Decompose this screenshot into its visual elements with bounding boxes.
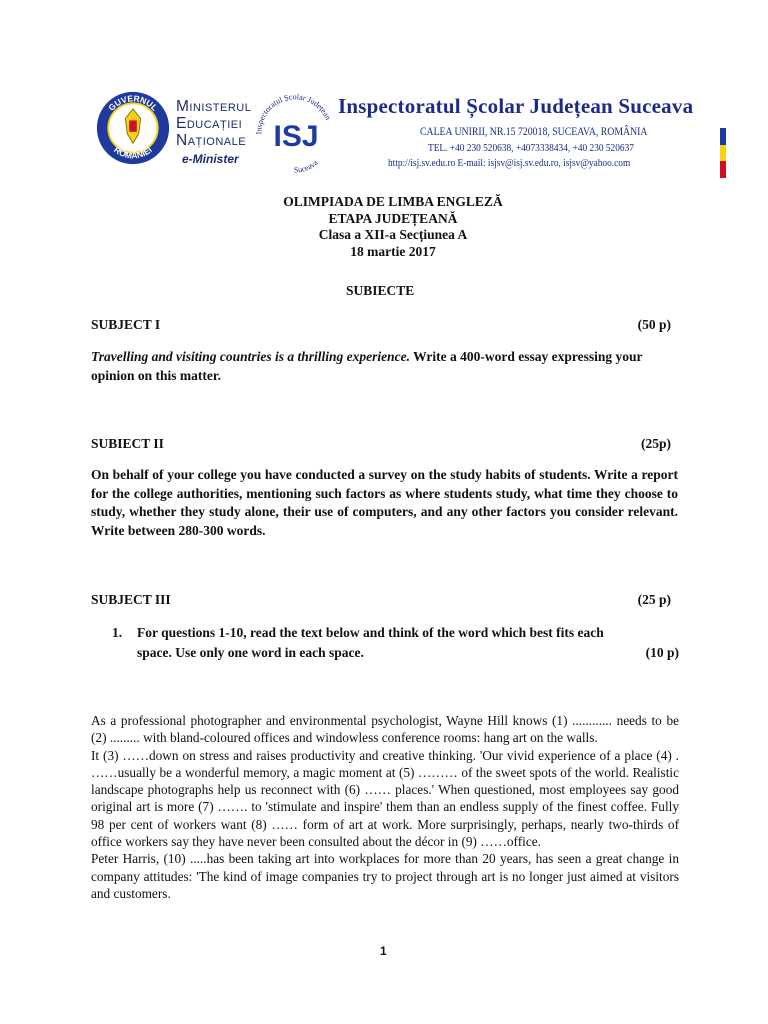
passage-paragraph-3: Peter Harris, (10) .....has been taking art into workplaces for more than 20 years, has seen a great change in company attitudes: 'The kind of image companies try to project through art is no longer just aimed at visitors and customers. xyxy=(91,851,679,901)
question-1-points: (10 p) xyxy=(645,644,679,660)
title-line-2: ETAPA JUDEȚEANĂ xyxy=(328,210,458,226)
subject-1-points: (50 p) xyxy=(637,317,671,332)
title-line-1: OLIMPIADA DE LIMBA ENGLEZĂ xyxy=(283,194,503,209)
exam-title xyxy=(0,194,768,260)
tricolor-stripe xyxy=(720,128,726,178)
subject-2-heading-row xyxy=(91,436,671,452)
subject-3-points: (25 p) xyxy=(637,592,671,607)
ministry-line-3: Naționale xyxy=(176,132,247,149)
subject-2-points: (25p) xyxy=(641,436,671,451)
svg-text:ISJ: ISJ xyxy=(273,120,319,153)
question-1-text: For questions 1-10, read the text below and think of the word which best fits each space. Use only one word in each space. xyxy=(137,625,604,660)
subject-1-prompt-text: Write a 400-word essay expressing your opinion on this matter. xyxy=(91,349,643,383)
question-1 xyxy=(112,623,679,662)
e-minister-label: e-Minister xyxy=(182,152,239,166)
isj-logo xyxy=(248,86,338,176)
institution-address: CALEA UNIRII, NR.15 720018, SUCEAVA, ROMÂNIA xyxy=(420,126,648,138)
passage-paragraph-1: As a professional photographer and environmental psychologist, Wayne Hill knows (1) ............ needs to be (2) ......... with bland-coloured offices and windowless conference rooms: hang art on the walls. xyxy=(91,713,679,746)
subject-1-heading: SUBJECT I xyxy=(91,317,161,332)
passage-paragraph-2: It (3) ……down on stress and raises productivity and creative thinking. 'Our vivid experience of a place (4) . ……usually be a wonderful memory, a magic moment at (5) ……… of the sweet spots of the world. Realistic landscape photographs help us reconnect with (6) …… places.' When questioned, most employees say good original art is more (7) ……. to 'stimulate and inspire' them than an endless supply of the finest coffee. Fully 98 per cent of workers want (8) …… form of art at work. More surprisingly, perhaps, nearly two-thirds of office workers say they have never been consulted about the décor in (9) ……office. xyxy=(91,747,679,850)
reading-passage xyxy=(91,712,679,902)
question-1-number: 1. xyxy=(112,625,123,640)
institution-name: Inspectoratul Școlar Județean Suceava xyxy=(338,94,694,118)
svg-text:Suceava: Suceava xyxy=(293,158,320,175)
subject-1-prompt-italic: Travelling and visiting countries is a thrilling experience. xyxy=(91,349,411,364)
subject-1-prompt xyxy=(91,348,678,385)
ministry-line-1: Ministerul xyxy=(176,98,252,115)
title-line-4: 18 martie 2017 xyxy=(350,243,436,259)
government-seal-logo xyxy=(95,90,171,166)
svg-text:Inspectoratul Școlar Județean: Inspectoratul Școlar Județean xyxy=(254,92,333,135)
page-number: 1 xyxy=(380,944,387,958)
subject-2-prompt: On behalf of your college you have conducted a survey on the study habits of students. Write a report for the college authorities, mentioning such factors as where students study, what time they choose to study, whether they study alone, their use of computers, and any other factors you consider relevant. Write between 280-300 words. xyxy=(91,467,678,538)
subjects-heading: SUBIECTE xyxy=(346,283,415,298)
title-line-3: Clasa a XII-a Secțiunea A xyxy=(318,227,468,242)
subject-1-heading-row xyxy=(91,317,671,333)
svg-text:ROMÂNIEI: ROMÂNIEI xyxy=(112,144,154,161)
subject-2-heading: SUBIECT II xyxy=(91,436,164,451)
subject-3-heading-row xyxy=(91,592,671,608)
svg-text:GUVERNUL: GUVERNUL xyxy=(106,93,160,113)
subject-3-heading: SUBJECT III xyxy=(91,592,171,607)
institution-phone: TEL. +40 230 520638, +4073338434, +40 230 520637 xyxy=(428,142,634,154)
ministry-line-2: Educației xyxy=(176,115,243,132)
letterhead xyxy=(90,84,694,184)
institution-web-email: http://isj.sv.edu.ro E-mail: isjsv@isj.sv.edu.ro, isjsv@yahoo.com xyxy=(388,157,631,169)
